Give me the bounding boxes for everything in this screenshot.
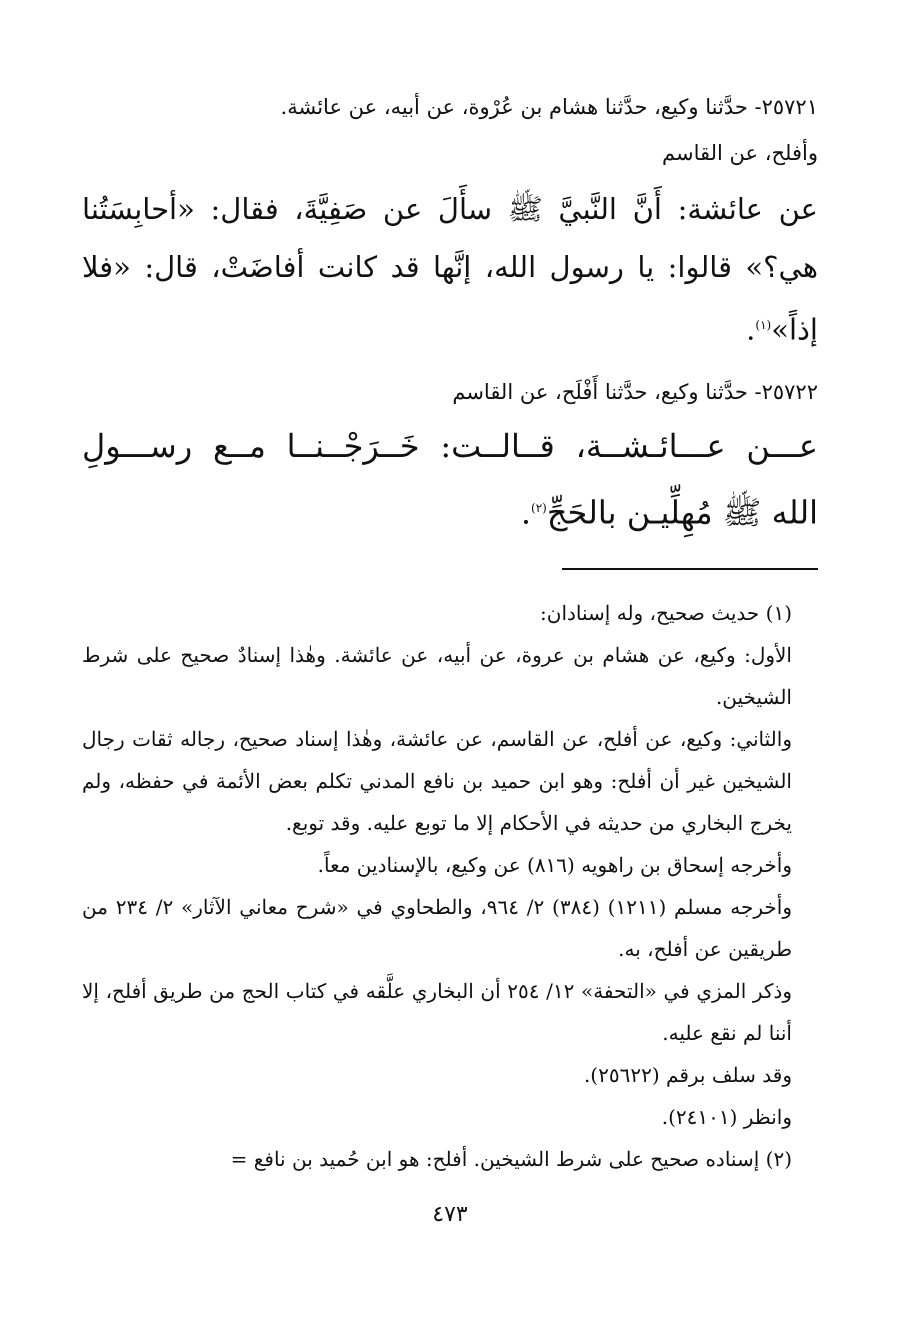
hadith-25721-isnad-line-1 <box>82 84 818 130</box>
page-body <box>82 84 818 1324</box>
hadith-25721-end: . <box>746 312 756 347</box>
hadith-25721-matn-text: عن عائشة: أَنَّ النَّبيَّ ﷺ سأَلَ عن صَفِيَّةَ، فقال: «أحابِسَتُنا هي؟» قالوا: يا رسول الله، إنَّها قد كانت أفاضَتْ، قال: «فلا إذاً» <box>82 192 818 347</box>
hadith-25722-isnad-text: ٢٥٧٢٢- حدَّثنا وكيع، حدَّثنا أَفْلَح، عن القاسم <box>452 379 818 404</box>
footnote-ref-1[interactable]: (١) <box>755 318 772 332</box>
hadith-25722-matn-text: عـــن عـــائـشــة، قــالــت: خَــرَجْــنــا مــع رســـولِ الله ﷺ مُهِلِّيـن بالحَجِّ <box>82 426 818 532</box>
hadith-25722-isnad <box>82 369 818 415</box>
footnote-paragraph: وقد سلف برقم (٢٥٦٢٢). <box>583 1063 792 1087</box>
page-number: ٤٧٣ <box>432 1202 468 1227</box>
footnotes <box>82 592 818 1180</box>
hadith-25721-isnad-text-2: وأفلح، عن القاسم <box>662 141 818 165</box>
hadith-25721-isnad-line-2 <box>82 130 818 176</box>
hadith-25722-matn <box>82 415 818 544</box>
hadith-25722-end: . <box>520 493 532 532</box>
footnote-paragraph: وأخرجه مسلم (١٢١١) (٣٨٤) ٢/ ٩٦٤، والطحاوي في «شرح معاني الآثار» ٢/ ٢٣٤ من طريقين عن أفلح، به. <box>82 895 792 961</box>
footnote-paragraph: (٢) إسناده صحيح على شرط الشيخين. أفلح: هو ابن حُميد بن نافع = <box>230 1147 792 1171</box>
hadith-25721-matn <box>82 180 818 359</box>
footnote-paragraph: الأول: وكيع، عن هشام بن عروة، عن أبيه، عن عائشة. وهٰذا إسنادٌ صحيح على شرط الشيخين. <box>82 643 792 709</box>
footnote-paragraph: (١) حديث صحيح، وله إسنادان: <box>540 601 792 625</box>
footnote-paragraph: وانظر (٢٤١٠١). <box>661 1105 792 1129</box>
footnote-paragraph: والثاني: وكيع، عن أفلح، عن القاسم، عن عائشة، وهٰذا إسناد صحيح، رجاله ثقات رجال الشيخين غير أن أفلح: وهو ابن حميد بن نافع المدني تكلم بعض الأئمة في حفظه، ولم يخرج البخاري من حديثه في الأحكام إلا ما توبع عليه. وقد توبع. <box>82 727 792 835</box>
footnote-ref-2[interactable]: (٢) <box>531 500 547 515</box>
footnote-paragraph: وذكر المزي في «التحفة» ١٢/ ٢٥٤ أن البخاري علَّقه في كتاب الحج من طريق أفلح، إلا أننا لم نقع عليه. <box>82 979 792 1045</box>
hadith-25721-isnad-text: ٢٥٧٢١- حدَّثنا وكيع، حدَّثنا هشام بن عُرْوة، عن أبيه، عن عائشة. <box>280 95 818 119</box>
footnote-separator <box>562 568 818 570</box>
footnote-paragraph: وأخرجه إسحاق بن راهويه (٨١٦) عن وكيع، بالإسنادين معاً. <box>317 853 792 877</box>
